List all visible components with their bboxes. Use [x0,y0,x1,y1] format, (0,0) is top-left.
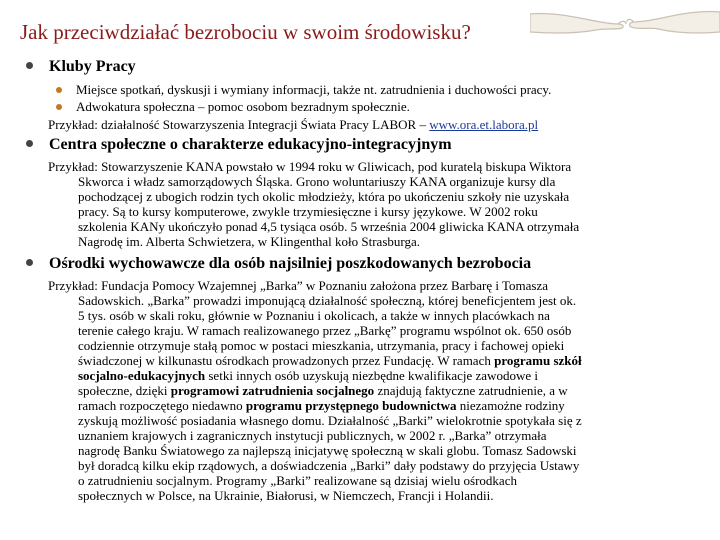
example-text: Przykład: działalność Stowarzyszenia Integracji Świata Pracy LABOR – [48,117,430,132]
bullet-dot-icon [26,140,33,147]
paragraph-line: o zatrudnieniu socjalnym. Programy „Barki” realizowane są dzisiaj wielu ośrodkach [78,473,517,488]
sub-bullet-text: Miejsce spotkań, dyskusji i wymiany informacji, także nt. zatrudnienia i duchowości pracy. [76,82,552,97]
paragraph-line: społecznych w Polsce, na Ukrainie, Białorusi, w Niemczech, Francji i Holandii. [78,488,494,503]
bullet-dot-icon [26,62,33,69]
paragraph-line: pracy. Są to kursy komputerowe, zwykle trzymiesięczne i kursy językowe. W 2002 roku [78,204,538,219]
labor-link[interactable]: www.ora.et.labora.pl [429,117,539,132]
line-text: znajdują faktyczne zatrudnienie, a w [374,383,568,398]
line-text: społeczne, dzięki [78,383,171,398]
bold-phrase: socjalno-edukacyjnych [78,368,206,383]
paragraph-line: codziennie otrzymuje stałą pomoc w postaci mieszkania, utrzymania, pracy i fachowej opieki [78,338,565,353]
sub-bullet-text: Adwokatura społeczna – pomoc osobom bezradnym społecznie. [76,99,410,114]
line-text: ramach rozpoczętego niedawno [78,398,246,413]
sub-bullet [56,82,551,98]
paragraph-line: nagrodę Banku Światowego za najlepszą inicjatywę społeczną w skali globu. Tomasz Sadowski [78,443,577,458]
paragraph-line [48,368,582,383]
section-heading: Ośrodki wychowawcze dla osób najsilniej poszkodowanych bezrobocia [49,255,532,272]
section-heading: Kluby Pracy [49,58,136,75]
paragraph-line: pochodzącej z ubogich rodzin tych okolic młodzieży, która po ukończeniu szkoły nie uzyskała [78,189,570,204]
paragraph-line: Sadowskich. „Barka” prowadzi imponującą działalność społeczną, której beneficjentem jest ok. [78,293,577,308]
line-text: niezamożne rodziny [456,398,565,413]
paragraph-line [48,353,582,368]
paragraph-line: Przykład: Stowarzyszenie KANA powstało w 1994 roku w Gliwicach, pod kuratelą biskupa Wiktora [48,159,572,174]
paragraph-line: uznaniem krajowych i zagranicznych instytucji publicznych, w 2002 r. „Barka” otrzymała [78,428,547,443]
page-title: Jak przeciwdziałać bezrobociu w swoim środowisku? [20,20,471,44]
paragraph-line: Nagrodę im. Alberta Schwietzera, w Klingenthal koło Strasburga. [78,234,421,249]
line-text: świadczonej w kilkunastu ośrodkach prowadzonych przez Fundację. W ramach [78,353,495,368]
section-heading: Centra społeczne o charakterze edukacyjno-integracyjnym [49,136,452,153]
paragraph-line [48,383,582,398]
bullet-dot-icon [26,259,33,266]
paragraph-line [48,398,582,413]
bold-phrase: programowi zatrudnienia socjalnego [170,383,375,398]
paragraph-line: szkolenia KANy ukończyło ponad 4,5 tysiąca osób. 5 września 2004 gliwicka KANA otrzymała [78,219,580,234]
bullet-dot-icon [56,87,62,93]
line-text: setki innych osób uzyskują niezbędne kwalifikacje zawodowe i [205,368,538,383]
paragraph-line: terenie całego kraju. W ramach realizowanego przez „Barkę” programu wspólnot ok. 650 osób [78,323,572,338]
bullet-kluby-pracy [26,58,136,76]
barka-paragraph [48,278,582,503]
paragraph-line: był doradcą kilku ekip rządowych, a doświadczenia „Barki” dały podstawy do przyjęcia Ustawy [78,458,580,473]
kana-paragraph [48,159,579,249]
bold-phrase: programu szkół [494,353,582,368]
paragraph-line: 5 tys. osób w skali roku, głównie w Poznaniu i okolicach, a także w innych placówkach na [78,308,550,323]
bullet-dot-icon [56,104,62,110]
sub-bullet [56,99,410,115]
paragraph-line: Skworca i władz samorządowych Śląska. Grono woluntariuszy KANA organizuje kursy dla [78,174,556,189]
bullet-centra-spoleczne [26,136,452,154]
example-line [48,117,538,132]
bold-phrase: programu przystępnego budownictwa [245,398,457,413]
paragraph-line: zyskują możliwość posiadania własnego domu. Działalność „Barki” wielokrotnie spotykała się z [78,413,582,428]
reaching-hands-icon [530,0,720,48]
paragraph-line: Przykład: Fundacja Pomocy Wzajemnej „Barka” w Poznaniu założona przez Barbarę i Tomasza [48,278,548,293]
bullet-osrodki-wychowawcze [26,255,531,273]
